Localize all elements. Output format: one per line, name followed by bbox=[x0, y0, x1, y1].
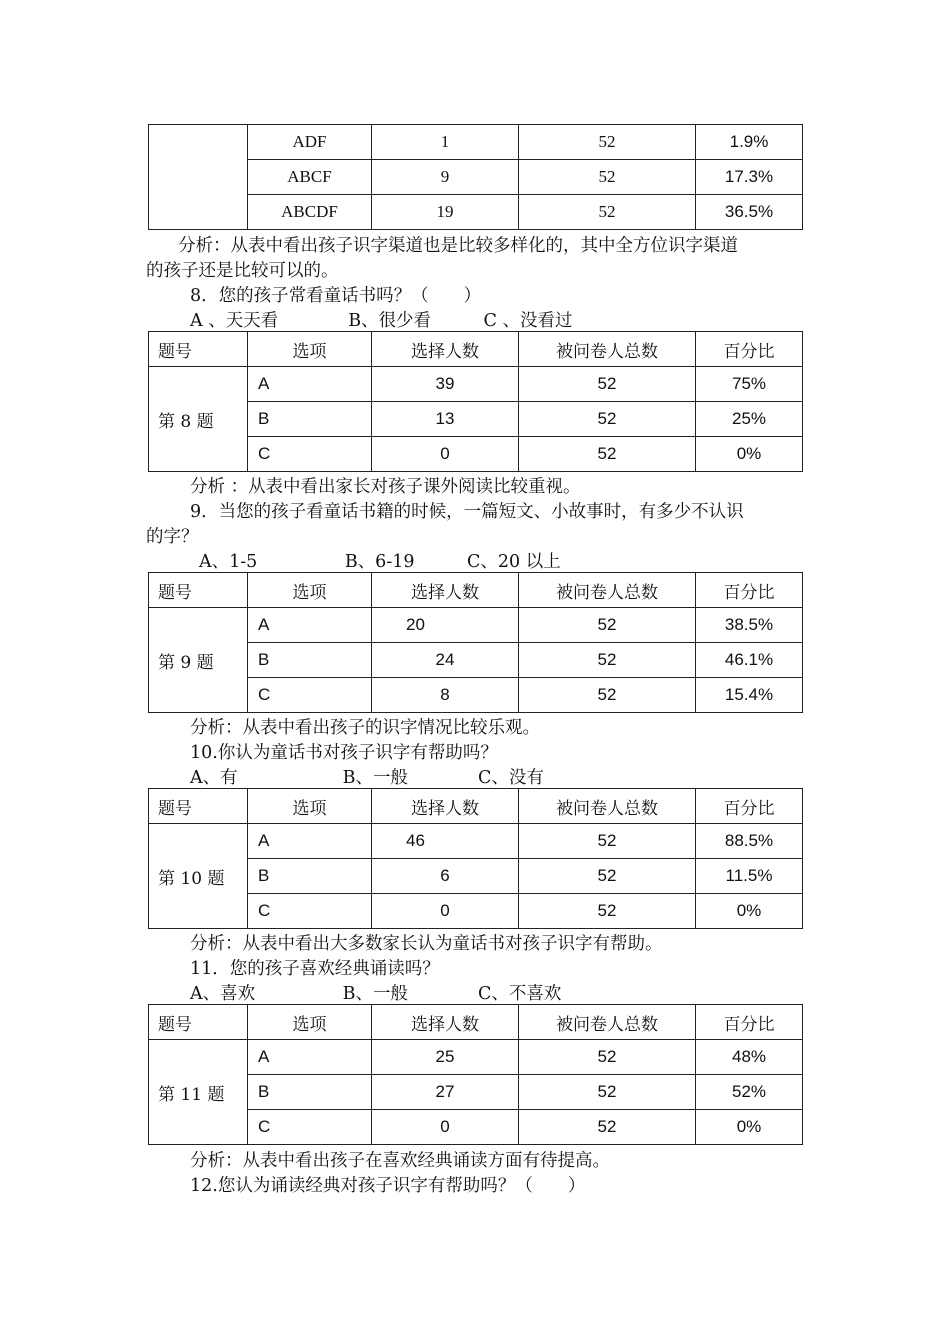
table-row bbox=[149, 160, 803, 195]
option-cell: A bbox=[248, 1040, 372, 1075]
question-9-options: A、1-5 B、6-19 C、20 以上 bbox=[199, 552, 561, 572]
table-header-row bbox=[149, 1005, 803, 1040]
percent-cell: 36.5% bbox=[696, 195, 803, 230]
header-percent: 百分比 bbox=[696, 573, 803, 608]
header-option: 选项 bbox=[248, 332, 372, 367]
header-total: 被问卷人总数 bbox=[519, 789, 696, 824]
count-cell: 20 bbox=[372, 608, 519, 643]
question-label-cell: 第 10 题 bbox=[149, 824, 248, 929]
table-header-row bbox=[149, 789, 803, 824]
option-cell: A bbox=[248, 608, 372, 643]
count-cell: 39 bbox=[372, 367, 519, 402]
total-cell: 52 bbox=[519, 643, 696, 678]
question-10: 10.你认为童话书对孩子识字有帮助吗？ bbox=[190, 743, 498, 763]
header-option: 选项 bbox=[248, 573, 372, 608]
count-cell: 0 bbox=[372, 1110, 519, 1145]
percent-cell: 0% bbox=[696, 894, 803, 929]
analysis-9: 分析：从表中看出孩子的识字情况比较乐观。 bbox=[190, 718, 540, 738]
total-cell: 52 bbox=[519, 1075, 696, 1110]
q7-table-continued bbox=[148, 124, 803, 230]
question-9-line2: 的字？ bbox=[146, 527, 199, 547]
total-cell: 52 bbox=[519, 894, 696, 929]
option-cell: B bbox=[248, 643, 372, 678]
option-cell: C bbox=[248, 437, 372, 472]
analysis-7-line1: 分析：从表中看出孩子识字渠道也是比较多样化的，其中全方位识字渠道 bbox=[178, 236, 738, 256]
header-percent: 百分比 bbox=[696, 789, 803, 824]
question-label-cell: 第 9 题 bbox=[149, 608, 248, 713]
count-cell: 0 bbox=[372, 437, 519, 472]
question-9-line1: 9．当您的孩子看童话书籍的时候，一篇短文、小故事时，有多少不认识 bbox=[190, 502, 744, 522]
question-11-options: A、喜欢 B、一般 C、不喜欢 bbox=[190, 984, 562, 1004]
header-question-no: 题号 bbox=[149, 1005, 248, 1040]
count-cell: 13 bbox=[372, 402, 519, 437]
analysis-8: 分析 ：从表中看出家长对孩子课外阅读比较重视。 bbox=[190, 477, 581, 497]
header-total: 被问卷人总数 bbox=[519, 573, 696, 608]
question-label-cell: 第 8 题 bbox=[149, 367, 248, 472]
option-cell: B bbox=[248, 859, 372, 894]
count-cell: 19 bbox=[372, 195, 519, 230]
table-row bbox=[149, 195, 803, 230]
q10-table bbox=[148, 788, 803, 929]
analysis-10: 分析：从表中看出大多数家长认为童话书对孩子识字有帮助。 bbox=[190, 934, 663, 954]
table-row bbox=[149, 678, 803, 713]
table-row bbox=[149, 367, 803, 402]
percent-cell: 0% bbox=[696, 1110, 803, 1145]
percent-cell: 17.3% bbox=[696, 160, 803, 195]
table-row bbox=[149, 1110, 803, 1145]
option-cell: A bbox=[248, 367, 372, 402]
total-cell: 52 bbox=[519, 402, 696, 437]
total-cell: 52 bbox=[519, 1110, 696, 1145]
table-row bbox=[149, 1040, 803, 1075]
percent-cell: 52% bbox=[696, 1075, 803, 1110]
option-cell: C bbox=[248, 1110, 372, 1145]
count-cell: 24 bbox=[372, 643, 519, 678]
total-cell: 52 bbox=[519, 608, 696, 643]
total-cell: 52 bbox=[519, 437, 696, 472]
percent-cell: 0% bbox=[696, 437, 803, 472]
header-total: 被问卷人总数 bbox=[519, 1005, 696, 1040]
table-header-row bbox=[149, 332, 803, 367]
question-12: 12.您认为诵读经典对孩子识字有帮助吗？（ ） bbox=[190, 1176, 586, 1196]
table-header-row bbox=[149, 573, 803, 608]
table-row bbox=[149, 859, 803, 894]
question-label-cell: 第 11 题 bbox=[149, 1040, 248, 1145]
total-cell: 52 bbox=[519, 678, 696, 713]
header-count: 选择人数 bbox=[372, 573, 519, 608]
count-cell: 0 bbox=[372, 894, 519, 929]
percent-cell: 25% bbox=[696, 402, 803, 437]
question-8: 8．您的孩子常看童话书吗？（ ） bbox=[190, 286, 482, 306]
total-cell: 52 bbox=[519, 859, 696, 894]
header-question-no: 题号 bbox=[149, 332, 248, 367]
q8-table bbox=[148, 331, 803, 472]
table-row bbox=[149, 824, 803, 859]
q11-table bbox=[148, 1004, 803, 1145]
table-row bbox=[149, 894, 803, 929]
header-option: 选项 bbox=[248, 1005, 372, 1040]
count-cell: 1 bbox=[372, 125, 519, 160]
option-cell: ABCF bbox=[248, 160, 372, 195]
q9-table bbox=[148, 572, 803, 713]
option-cell: C bbox=[248, 678, 372, 713]
count-cell: 27 bbox=[372, 1075, 519, 1110]
question-cell-empty bbox=[149, 125, 248, 230]
percent-cell: 1.9% bbox=[696, 125, 803, 160]
total-cell: 52 bbox=[519, 160, 696, 195]
table-row bbox=[149, 402, 803, 437]
count-cell: 6 bbox=[372, 859, 519, 894]
table-row bbox=[149, 608, 803, 643]
question-11: 11．您的孩子喜欢经典诵读吗？ bbox=[190, 959, 440, 979]
analysis-7-line2: 的孩子还是比较可以的。 bbox=[146, 261, 339, 281]
total-cell: 52 bbox=[519, 367, 696, 402]
analysis-11: 分析：从表中看出孩子在喜欢经典诵读方面有待提高。 bbox=[190, 1151, 610, 1171]
header-option: 选项 bbox=[248, 789, 372, 824]
total-cell: 52 bbox=[519, 125, 696, 160]
question-10-options: A、有 B、一般 C、没有 bbox=[190, 768, 544, 788]
header-percent: 百分比 bbox=[696, 332, 803, 367]
percent-cell: 15.4% bbox=[696, 678, 803, 713]
option-cell: ABCDF bbox=[248, 195, 372, 230]
percent-cell: 11.5% bbox=[696, 859, 803, 894]
total-cell: 52 bbox=[519, 195, 696, 230]
total-cell: 52 bbox=[519, 824, 696, 859]
header-count: 选择人数 bbox=[372, 332, 519, 367]
percent-cell: 88.5% bbox=[696, 824, 803, 859]
header-question-no: 题号 bbox=[149, 573, 248, 608]
percent-cell: 48% bbox=[696, 1040, 803, 1075]
header-total: 被问卷人总数 bbox=[519, 332, 696, 367]
percent-cell: 46.1% bbox=[696, 643, 803, 678]
table-row bbox=[149, 437, 803, 472]
percent-cell: 38.5% bbox=[696, 608, 803, 643]
table-row bbox=[149, 643, 803, 678]
header-question-no: 题号 bbox=[149, 789, 248, 824]
count-cell: 9 bbox=[372, 160, 519, 195]
header-percent: 百分比 bbox=[696, 1005, 803, 1040]
option-cell: ADF bbox=[248, 125, 372, 160]
header-count: 选择人数 bbox=[372, 1005, 519, 1040]
count-cell: 8 bbox=[372, 678, 519, 713]
table-row bbox=[149, 1075, 803, 1110]
option-cell: B bbox=[248, 402, 372, 437]
question-8-options: A 、天天看 B、很少看 C 、没看过 bbox=[190, 311, 573, 331]
option-cell: A bbox=[248, 824, 372, 859]
table-row bbox=[149, 125, 803, 160]
option-cell: C bbox=[248, 894, 372, 929]
option-cell: B bbox=[248, 1075, 372, 1110]
percent-cell: 75% bbox=[696, 367, 803, 402]
total-cell: 52 bbox=[519, 1040, 696, 1075]
header-count: 选择人数 bbox=[372, 789, 519, 824]
count-cell: 25 bbox=[372, 1040, 519, 1075]
count-cell: 46 bbox=[372, 824, 519, 859]
